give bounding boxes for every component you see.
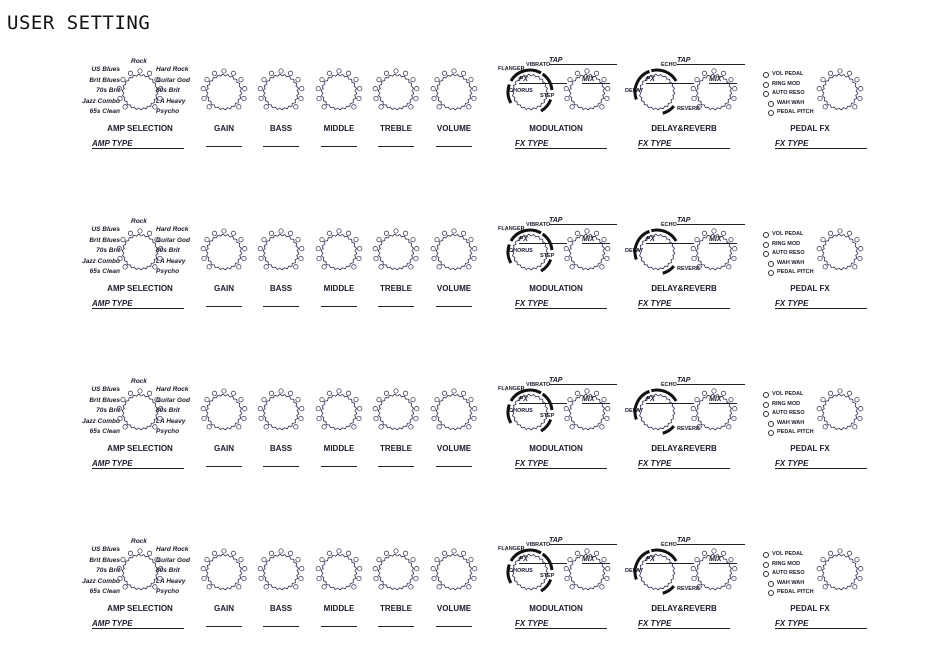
amp-position-label: Psycho bbox=[156, 268, 180, 275]
amp-position-label: US Blues bbox=[91, 66, 120, 73]
delay-option-label: REVERB bbox=[677, 266, 700, 272]
pedal-option-label: RING MOD bbox=[772, 560, 801, 567]
amp-position-label: Jazz Combo bbox=[82, 577, 120, 585]
pedal-option-led[interactable] bbox=[768, 421, 774, 427]
amp-position-label: US Blues bbox=[91, 226, 120, 233]
gain-value-blank[interactable] bbox=[206, 626, 242, 627]
treble-label: TREBLE bbox=[380, 284, 412, 293]
gain-knob[interactable] bbox=[194, 222, 254, 282]
middle-knob[interactable] bbox=[309, 62, 369, 122]
pedal-fx-label: PEDAL FX bbox=[790, 124, 830, 133]
settings-row bbox=[0, 190, 950, 350]
pedal-option-label: AUTO RESO bbox=[772, 410, 805, 416]
volume-value-blank[interactable] bbox=[436, 626, 472, 627]
modulation-option-label: FLANGER bbox=[498, 386, 525, 392]
delay-option-label: REVERB bbox=[677, 106, 700, 112]
delay-tap-field[interactable]: TAP bbox=[677, 57, 745, 65]
amp-position-label: Psycho bbox=[156, 428, 180, 435]
amp-position-label: LA Heavy bbox=[156, 97, 186, 105]
modulation-option-label: CHORUS bbox=[509, 568, 533, 574]
pedal-option-label: RING MOD bbox=[772, 240, 801, 247]
delay-fx-field[interactable]: FX bbox=[646, 556, 694, 564]
modulation-option-label: FLANGER bbox=[498, 226, 525, 232]
modulation-option-label: VIBRATO bbox=[526, 382, 551, 388]
delay-fx-field[interactable]: FX bbox=[646, 396, 694, 404]
delay-fx-field[interactable]: FX bbox=[646, 236, 694, 244]
amp-position-label: Guitar God bbox=[156, 236, 190, 244]
amp-selection-label: AMP SELECTION bbox=[107, 444, 173, 453]
amp-position-label: Brit Blues bbox=[89, 556, 120, 564]
delay-mix-knob[interactable] bbox=[684, 382, 744, 442]
amp-position-label: 80s Brit bbox=[156, 247, 180, 254]
middle-value-blank[interactable] bbox=[321, 146, 357, 147]
amp-position-label: Rock bbox=[131, 378, 147, 385]
fx-type-field[interactable]: FX TYPE bbox=[638, 299, 730, 309]
amp-position-label: Hard Rock bbox=[156, 66, 189, 73]
amp-type-field[interactable]: AMP TYPE bbox=[92, 139, 184, 149]
pedal-option-label: WAH WAH bbox=[777, 419, 805, 426]
pedal-option-led[interactable] bbox=[768, 581, 774, 587]
settings-row bbox=[0, 30, 950, 190]
delay-mix-field[interactable]: MIX bbox=[709, 236, 737, 244]
delay-tap-field[interactable]: TAP bbox=[677, 217, 745, 225]
volume-label: VOLUME bbox=[436, 124, 472, 133]
gain-label: GAIN bbox=[214, 284, 234, 293]
fx-type-field[interactable]: FX TYPE bbox=[775, 139, 867, 149]
amp-position-label: Rock bbox=[131, 218, 147, 225]
middle-label: MIDDLE bbox=[323, 284, 355, 293]
gain-knob[interactable] bbox=[194, 382, 254, 442]
amp-position-label: Psycho bbox=[156, 108, 180, 115]
amp-position-label: Guitar God bbox=[156, 396, 190, 404]
modulation-option-label: VIBRATO bbox=[526, 62, 551, 68]
amp-position-label: 65s Clean bbox=[89, 428, 120, 435]
delay-mix-knob[interactable] bbox=[684, 222, 744, 282]
fx-type-field[interactable]: FX TYPE bbox=[775, 619, 867, 629]
middle-knob[interactable] bbox=[309, 542, 369, 602]
volume-label: VOLUME bbox=[436, 284, 472, 293]
modulation-mix-knob[interactable] bbox=[557, 62, 617, 122]
delay-tap-field[interactable]: TAP bbox=[677, 537, 745, 545]
treble-knob[interactable] bbox=[366, 222, 426, 282]
middle-value-blank[interactable] bbox=[321, 626, 357, 627]
bass-label: BASS bbox=[269, 124, 293, 133]
volume-value-blank[interactable] bbox=[436, 146, 472, 147]
pedal-option-led[interactable] bbox=[768, 110, 774, 116]
amp-position-label: Brit Blues bbox=[89, 76, 120, 84]
amp-position-label: US Blues bbox=[91, 386, 120, 393]
pedal-fx-label: PEDAL FX bbox=[790, 604, 830, 613]
volume-value-blank[interactable] bbox=[436, 306, 472, 307]
pedal-option-led[interactable] bbox=[763, 251, 769, 257]
pedal-option-led[interactable] bbox=[768, 590, 774, 596]
amp-type-field[interactable]: AMP TYPE bbox=[92, 619, 184, 629]
modulation-label: MODULATION bbox=[529, 604, 583, 613]
volume-knob[interactable] bbox=[424, 542, 484, 602]
fx-type-field[interactable]: FX TYPE bbox=[515, 139, 607, 149]
fx-type-field[interactable]: FX TYPE bbox=[638, 619, 730, 629]
delay-mix-knob[interactable] bbox=[684, 62, 744, 122]
pedal-fx-knob[interactable] bbox=[810, 62, 870, 122]
gain-value-blank[interactable] bbox=[206, 306, 242, 307]
treble-value-blank[interactable] bbox=[378, 146, 414, 147]
amp-position-label: Psycho bbox=[156, 588, 180, 595]
modulation-option-label: VIBRATO bbox=[526, 542, 551, 548]
delay-option-label: DELAY bbox=[625, 408, 644, 414]
pedal-option-label: AUTO RESO bbox=[772, 250, 805, 256]
pedal-option-label: AUTO RESO bbox=[772, 570, 805, 576]
pedal-option-label: VOL PEDAL bbox=[772, 231, 804, 237]
bass-knob[interactable] bbox=[251, 382, 311, 442]
amp-position-label: 65s Clean bbox=[89, 108, 120, 115]
delay-reverb-label: DELAY&REVERB bbox=[651, 124, 717, 133]
delay-option-label: ECHO bbox=[661, 222, 677, 228]
amp-position-label: 65s Clean bbox=[89, 588, 120, 595]
modulation-fx-field[interactable]: FX bbox=[519, 556, 567, 564]
pedal-option-led[interactable] bbox=[763, 562, 769, 568]
amp-position-label: Hard Rock bbox=[156, 546, 189, 553]
modulation-mix-field[interactable]: MIX bbox=[582, 396, 610, 404]
modulation-mix-knob[interactable] bbox=[557, 382, 617, 442]
middle-knob[interactable] bbox=[309, 222, 369, 282]
modulation-mix-field[interactable]: MIX bbox=[582, 556, 610, 564]
delay-option-label: DELAY bbox=[625, 568, 644, 574]
modulation-mix-knob[interactable] bbox=[557, 542, 617, 602]
delay-mix-field[interactable]: MIX bbox=[709, 556, 737, 564]
pedal-option-led[interactable] bbox=[763, 552, 769, 558]
amp-position-label: LA Heavy bbox=[156, 577, 186, 585]
pedal-option-label: PEDAL PITCH bbox=[777, 429, 814, 435]
pedal-option-label: RING MOD bbox=[772, 80, 801, 87]
modulation-tap-field[interactable]: TAP bbox=[549, 377, 617, 385]
delay-option-label: DELAY bbox=[625, 248, 644, 254]
fx-type-field[interactable]: FX TYPE bbox=[775, 299, 867, 309]
pedal-option-led[interactable] bbox=[768, 101, 774, 107]
amp-type-field[interactable]: AMP TYPE bbox=[92, 459, 184, 469]
volume-knob[interactable] bbox=[424, 222, 484, 282]
pedal-option-label: VOL PEDAL bbox=[772, 71, 804, 77]
amp-selection-label: AMP SELECTION bbox=[107, 284, 173, 293]
modulation-option-label: STEP bbox=[540, 573, 555, 579]
bass-value-blank[interactable] bbox=[263, 466, 299, 467]
amp-position-label: 80s Brit bbox=[156, 87, 180, 94]
pedal-option-led[interactable] bbox=[763, 232, 769, 238]
amp-selection-label: AMP SELECTION bbox=[107, 124, 173, 133]
settings-row bbox=[0, 510, 950, 670]
amp-position-label: 70s Brit bbox=[96, 87, 120, 94]
pedal-option-led[interactable] bbox=[763, 392, 769, 398]
gain-value-blank[interactable] bbox=[206, 466, 242, 467]
pedal-option-led[interactable] bbox=[768, 270, 774, 276]
pedal-option-led[interactable] bbox=[768, 261, 774, 267]
volume-knob[interactable] bbox=[424, 382, 484, 442]
amp-selection-label: AMP SELECTION bbox=[107, 604, 173, 613]
gain-label: GAIN bbox=[214, 444, 234, 453]
amp-position-label: Hard Rock bbox=[156, 226, 189, 233]
treble-label: TREBLE bbox=[380, 124, 412, 133]
modulation-option-label: STEP bbox=[540, 413, 555, 419]
amp-position-label: Jazz Combo bbox=[82, 257, 120, 265]
delay-mix-knob[interactable] bbox=[684, 542, 744, 602]
pedal-option-label: PEDAL PITCH bbox=[777, 589, 814, 595]
modulation-fx-field[interactable]: FX bbox=[519, 76, 567, 84]
bass-label: BASS bbox=[269, 604, 293, 613]
modulation-option-label: FLANGER bbox=[498, 546, 525, 552]
middle-knob[interactable] bbox=[309, 382, 369, 442]
amp-type-field[interactable]: AMP TYPE bbox=[92, 299, 184, 309]
pedal-option-label: PEDAL PITCH bbox=[777, 109, 814, 115]
volume-value-blank[interactable] bbox=[436, 466, 472, 467]
amp-position-label: LA Heavy bbox=[156, 257, 186, 265]
modulation-option-label: CHORUS bbox=[509, 248, 533, 254]
modulation-label: MODULATION bbox=[529, 124, 583, 133]
amp-position-label: Jazz Combo bbox=[82, 97, 120, 105]
delay-reverb-label: DELAY&REVERB bbox=[651, 284, 717, 293]
treble-label: TREBLE bbox=[380, 604, 412, 613]
treble-knob[interactable] bbox=[366, 62, 426, 122]
pedal-option-led[interactable] bbox=[763, 82, 769, 88]
amp-position-label: Hard Rock bbox=[156, 386, 189, 393]
gain-label: GAIN bbox=[214, 124, 234, 133]
bass-value-blank[interactable] bbox=[263, 626, 299, 627]
delay-option-label: DELAY bbox=[625, 88, 644, 94]
modulation-option-label: CHORUS bbox=[509, 408, 533, 414]
pedal-option-led[interactable] bbox=[763, 242, 769, 248]
modulation-option-label: STEP bbox=[540, 93, 555, 99]
volume-label: VOLUME bbox=[436, 444, 472, 453]
bass-label: BASS bbox=[269, 284, 293, 293]
volume-label: VOLUME bbox=[436, 604, 472, 613]
pedal-fx-label: PEDAL FX bbox=[790, 444, 830, 453]
gain-label: GAIN bbox=[214, 604, 234, 613]
delay-option-label: REVERB bbox=[677, 586, 700, 592]
modulation-mix-field[interactable]: MIX bbox=[582, 76, 610, 84]
modulation-option-label: FLANGER bbox=[498, 66, 525, 72]
amp-position-label: Guitar God bbox=[156, 76, 190, 84]
amp-position-label: US Blues bbox=[91, 546, 120, 553]
amp-position-label: Brit Blues bbox=[89, 396, 120, 404]
volume-knob[interactable] bbox=[424, 62, 484, 122]
bass-value-blank[interactable] bbox=[263, 306, 299, 307]
gain-value-blank[interactable] bbox=[206, 146, 242, 147]
gain-knob[interactable] bbox=[194, 62, 254, 122]
fx-type-field[interactable]: FX TYPE bbox=[515, 619, 607, 629]
middle-label: MIDDLE bbox=[323, 444, 355, 453]
bass-label: BASS bbox=[269, 444, 293, 453]
modulation-label: MODULATION bbox=[529, 444, 583, 453]
amp-position-label: Rock bbox=[131, 538, 147, 545]
pedal-option-led[interactable] bbox=[768, 430, 774, 436]
treble-value-blank[interactable] bbox=[378, 626, 414, 627]
modulation-fx-field[interactable]: FX bbox=[519, 396, 567, 404]
pedal-option-led[interactable] bbox=[763, 571, 769, 577]
treble-value-blank[interactable] bbox=[378, 306, 414, 307]
fx-type-field[interactable]: FX TYPE bbox=[775, 459, 867, 469]
pedal-fx-knob[interactable] bbox=[810, 382, 870, 442]
modulation-mix-knob[interactable] bbox=[557, 222, 617, 282]
treble-label: TREBLE bbox=[380, 444, 412, 453]
delay-option-label: REVERB bbox=[677, 426, 700, 432]
delay-mix-field[interactable]: MIX bbox=[709, 396, 737, 404]
middle-label: MIDDLE bbox=[323, 124, 355, 133]
fx-type-field[interactable]: FX TYPE bbox=[638, 139, 730, 149]
middle-value-blank[interactable] bbox=[321, 306, 357, 307]
treble-knob[interactable] bbox=[366, 382, 426, 442]
page-title: USER SETTING bbox=[7, 12, 151, 34]
delay-tap-field[interactable]: TAP bbox=[677, 377, 745, 385]
middle-value-blank[interactable] bbox=[321, 466, 357, 467]
amp-position-label: 70s Brit bbox=[96, 407, 120, 414]
amp-position-label: LA Heavy bbox=[156, 417, 186, 425]
delay-reverb-label: DELAY&REVERB bbox=[651, 444, 717, 453]
amp-position-label: 65s Clean bbox=[89, 268, 120, 275]
pedal-option-led[interactable] bbox=[763, 91, 769, 97]
pedal-fx-knob[interactable] bbox=[810, 222, 870, 282]
bass-knob[interactable] bbox=[251, 542, 311, 602]
middle-label: MIDDLE bbox=[323, 604, 355, 613]
delay-option-label: ECHO bbox=[661, 62, 677, 68]
amp-position-label: 70s Brit bbox=[96, 247, 120, 254]
pedal-option-label: PEDAL PITCH bbox=[777, 269, 814, 275]
amp-position-label: 80s Brit bbox=[156, 407, 180, 414]
pedal-option-led[interactable] bbox=[763, 411, 769, 417]
pedal-option-led[interactable] bbox=[763, 402, 769, 408]
gain-knob[interactable] bbox=[194, 542, 254, 602]
fx-type-field[interactable]: FX TYPE bbox=[515, 459, 607, 469]
pedal-option-label: WAH WAH bbox=[777, 579, 805, 586]
delay-option-label: ECHO bbox=[661, 542, 677, 548]
modulation-tap-field[interactable]: TAP bbox=[549, 537, 617, 545]
pedal-option-label: VOL PEDAL bbox=[772, 551, 804, 557]
modulation-mix-field[interactable]: MIX bbox=[582, 236, 610, 244]
pedal-option-label: RING MOD bbox=[772, 400, 801, 407]
pedal-option-label: WAH WAH bbox=[777, 99, 805, 106]
delay-reverb-label: DELAY&REVERB bbox=[651, 604, 717, 613]
amp-position-label: Guitar God bbox=[156, 556, 190, 564]
modulation-fx-field[interactable]: FX bbox=[519, 236, 567, 244]
modulation-tap-field[interactable]: TAP bbox=[549, 217, 617, 225]
modulation-option-label: VIBRATO bbox=[526, 222, 551, 228]
pedal-option-label: AUTO RESO bbox=[772, 90, 805, 96]
delay-fx-field[interactable]: FX bbox=[646, 76, 694, 84]
modulation-option-label: STEP bbox=[540, 253, 555, 259]
treble-value-blank[interactable] bbox=[378, 466, 414, 467]
pedal-fx-label: PEDAL FX bbox=[790, 284, 830, 293]
modulation-option-label: CHORUS bbox=[509, 88, 533, 94]
treble-knob[interactable] bbox=[366, 542, 426, 602]
delay-mix-field[interactable]: MIX bbox=[709, 76, 737, 84]
fx-type-field[interactable]: FX TYPE bbox=[515, 299, 607, 309]
bass-knob[interactable] bbox=[251, 62, 311, 122]
modulation-label: MODULATION bbox=[529, 284, 583, 293]
pedal-option-label: VOL PEDAL bbox=[772, 391, 804, 397]
settings-row bbox=[0, 350, 950, 510]
bass-knob[interactable] bbox=[251, 222, 311, 282]
amp-position-label: Rock bbox=[131, 58, 147, 65]
bass-value-blank[interactable] bbox=[263, 146, 299, 147]
amp-position-label: Jazz Combo bbox=[82, 417, 120, 425]
pedal-fx-knob[interactable] bbox=[810, 542, 870, 602]
delay-option-label: ECHO bbox=[661, 382, 677, 388]
pedal-option-led[interactable] bbox=[763, 72, 769, 78]
modulation-tap-field[interactable]: TAP bbox=[549, 57, 617, 65]
amp-position-label: Brit Blues bbox=[89, 236, 120, 244]
fx-type-field[interactable]: FX TYPE bbox=[638, 459, 730, 469]
amp-position-label: 70s Brit bbox=[96, 567, 120, 574]
amp-position-label: 80s Brit bbox=[156, 567, 180, 574]
pedal-option-label: WAH WAH bbox=[777, 259, 805, 266]
